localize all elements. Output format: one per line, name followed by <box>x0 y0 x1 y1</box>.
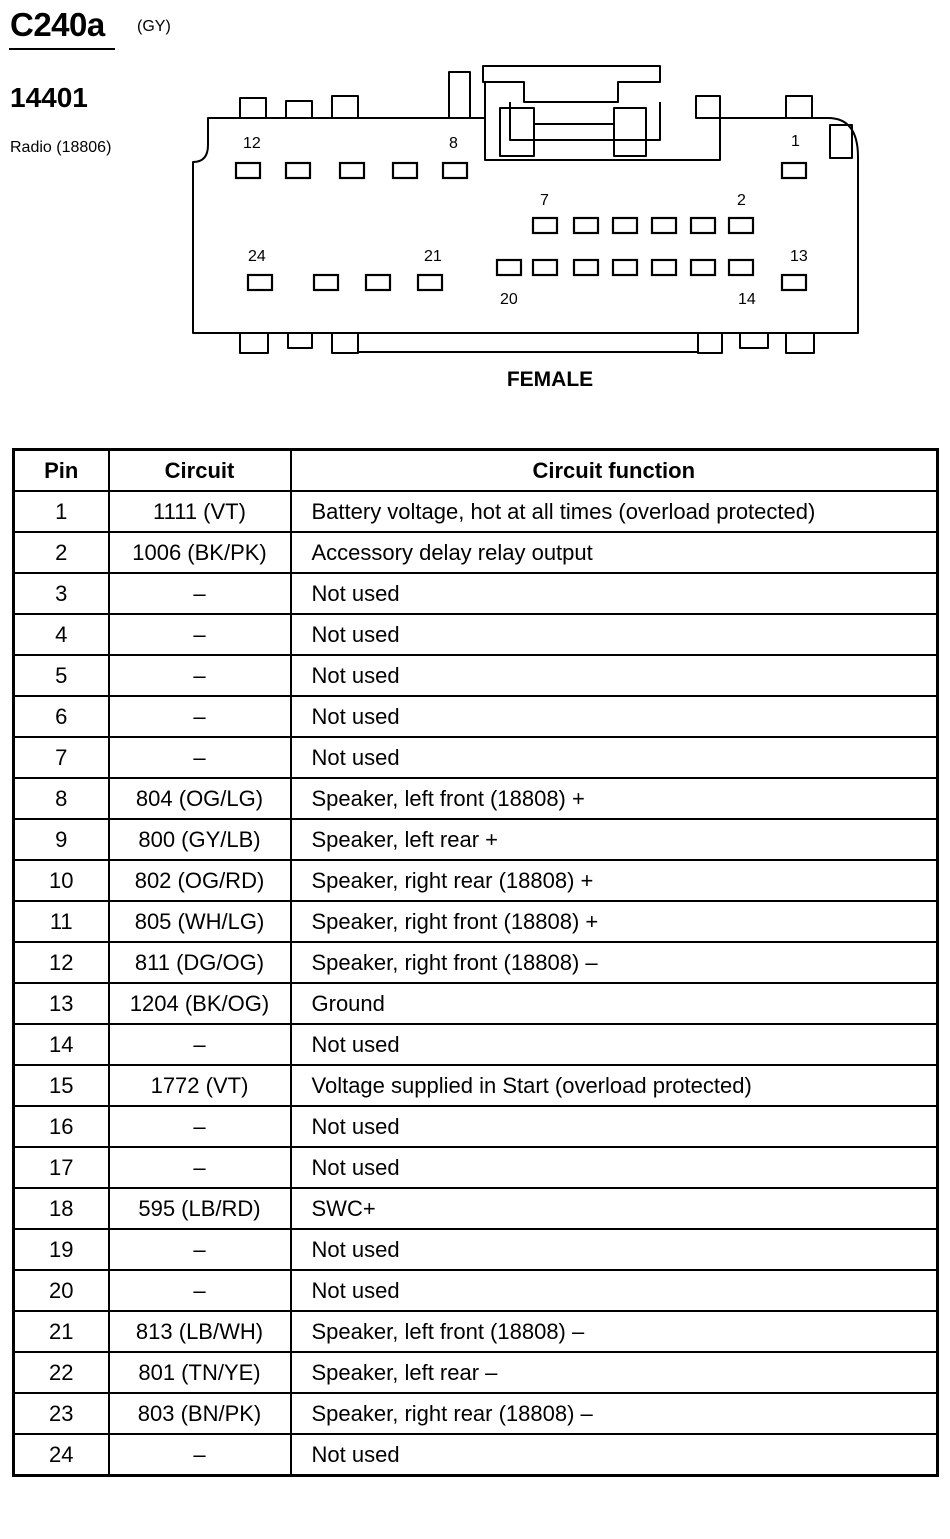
side-lock <box>830 125 852 158</box>
table-header-row <box>14 450 938 492</box>
top-tab <box>240 98 266 118</box>
circuit-function-cell: Not used <box>291 1147 938 1188</box>
circuit-cell: 800 (GY/LB) <box>109 819 291 860</box>
circuit-cell: – <box>109 737 291 778</box>
circuit-cell: 801 (TN/YE) <box>109 1352 291 1393</box>
table-row <box>14 860 938 901</box>
circuit-function-cell: Not used <box>291 1229 938 1270</box>
circuit-cell: – <box>109 1147 291 1188</box>
locking-lever <box>500 108 534 156</box>
pin-label-14: 14 <box>738 291 756 308</box>
pin-label-1: 1 <box>791 133 800 150</box>
circuit-cell: – <box>109 573 291 614</box>
pin-cavity <box>497 260 521 275</box>
circuit-cell: – <box>109 655 291 696</box>
bottom-rail <box>358 333 698 352</box>
circuit-function-cell: Not used <box>291 1106 938 1147</box>
circuit-cell: – <box>109 1106 291 1147</box>
circuit-function-cell: Speaker, right rear (18808) + <box>291 860 938 901</box>
table-row <box>14 983 938 1024</box>
circuit-function-cell: Not used <box>291 614 938 655</box>
circuit-cell: 804 (OG/LG) <box>109 778 291 819</box>
pin-cavity <box>418 275 442 290</box>
table-row <box>14 1352 938 1393</box>
connector-housing <box>193 118 858 333</box>
circuit-function-cell: Speaker, left front (18808) + <box>291 778 938 819</box>
pin-cavity <box>574 260 598 275</box>
pin-cavity <box>782 163 806 178</box>
pin-cavity <box>393 163 417 178</box>
circuit-function-cell: Speaker, left rear + <box>291 819 938 860</box>
pin-cavity <box>652 260 676 275</box>
bottom-tab <box>740 333 768 348</box>
circuit-function-cell: Speaker, right front (18808) – <box>291 942 938 983</box>
circuit-cell: – <box>109 1434 291 1476</box>
table-row <box>14 491 938 532</box>
circuit-function-cell: Speaker, right rear (18808) – <box>291 1393 938 1434</box>
pin-cavity <box>366 275 390 290</box>
pin-label-21: 21 <box>424 248 442 265</box>
pin-cavity <box>691 260 715 275</box>
pin-cell: 24 <box>14 1434 109 1476</box>
pin-cell: 15 <box>14 1065 109 1106</box>
pin-cavity <box>443 163 467 178</box>
pin-label-8: 8 <box>449 135 458 152</box>
table-row <box>14 1106 938 1147</box>
table-row <box>14 901 938 942</box>
circuit-function-cell: Speaker, left front (18808) – <box>291 1311 938 1352</box>
table-row <box>14 819 938 860</box>
circuit-cell: – <box>109 1229 291 1270</box>
pin-cell: 20 <box>14 1270 109 1311</box>
circuit-function-cell: Not used <box>291 573 938 614</box>
circuit-function-cell: Battery voltage, hot at all times (overload protected) <box>291 491 938 532</box>
pin-cavity <box>613 218 637 233</box>
pin-cavity <box>729 218 753 233</box>
circuit-function-cell: Ground <box>291 983 938 1024</box>
pin-cell: 16 <box>14 1106 109 1147</box>
pin-cell: 13 <box>14 983 109 1024</box>
table-row <box>14 696 938 737</box>
pin-cell: 18 <box>14 1188 109 1229</box>
table-row <box>14 573 938 614</box>
table-row <box>14 1434 938 1476</box>
table-row <box>14 1270 938 1311</box>
pin-cavity <box>782 275 806 290</box>
pin-cell: 4 <box>14 614 109 655</box>
table-row <box>14 1065 938 1106</box>
pin-cavity <box>236 163 260 178</box>
pin-label-2: 2 <box>737 192 746 209</box>
table-row <box>14 1229 938 1270</box>
circuit-cell: – <box>109 1270 291 1311</box>
pin-cell: 23 <box>14 1393 109 1434</box>
component-name: Radio (18806) <box>10 139 112 156</box>
pin-label-20: 20 <box>500 291 518 308</box>
pin-cell: 9 <box>14 819 109 860</box>
table-row <box>14 1024 938 1065</box>
circuit-function-cell: Not used <box>291 1270 938 1311</box>
circuit-function-cell: Speaker, right front (18808) + <box>291 901 938 942</box>
pin-cavity <box>248 275 272 290</box>
bottom-tab <box>288 333 312 348</box>
pin-cell: 1 <box>14 491 109 532</box>
top-tab <box>286 101 312 118</box>
table-row <box>14 1147 938 1188</box>
pin-cavity <box>574 218 598 233</box>
pin-cavity <box>533 260 557 275</box>
pin-cell: 8 <box>14 778 109 819</box>
circuit-cell: – <box>109 614 291 655</box>
circuit-cell: 813 (LB/WH) <box>109 1311 291 1352</box>
circuit-cell: 595 (LB/RD) <box>109 1188 291 1229</box>
pin-cavity <box>314 275 338 290</box>
circuit-cell: 805 (WH/LG) <box>109 901 291 942</box>
top-tab <box>332 96 358 118</box>
table-row <box>14 1393 938 1434</box>
pin-cell: 3 <box>14 573 109 614</box>
bottom-tab <box>786 333 814 353</box>
pin-cell: 12 <box>14 942 109 983</box>
circuit-cell: 811 (DG/OG) <box>109 942 291 983</box>
circuit-cell: – <box>109 1024 291 1065</box>
bottom-tab <box>240 333 268 353</box>
circuit-function-cell: Not used <box>291 1434 938 1476</box>
circuit-function-cell: Accessory delay relay output <box>291 532 938 573</box>
table-row <box>14 942 938 983</box>
table-row <box>14 1188 938 1229</box>
circuit-cell: 802 (OG/RD) <box>109 860 291 901</box>
pin-cell: 11 <box>14 901 109 942</box>
pin-label-7: 7 <box>540 192 549 209</box>
top-tab <box>786 96 812 118</box>
circuit-cell: 1111 (VT) <box>109 491 291 532</box>
pin-cell: 21 <box>14 1311 109 1352</box>
bottom-tab <box>332 333 358 353</box>
connector-id: C240a <box>10 6 105 43</box>
table-row <box>14 737 938 778</box>
circuit-cell: – <box>109 696 291 737</box>
pin-cell: 14 <box>14 1024 109 1065</box>
circuit-cell: 1204 (BK/OG) <box>109 983 291 1024</box>
top-tab <box>696 96 720 118</box>
pin-label-24: 24 <box>248 248 266 265</box>
column-header-pin: Pin <box>14 450 109 492</box>
circuit-cell: 803 (BN/PK) <box>109 1393 291 1434</box>
circuit-cell: 1772 (VT) <box>109 1065 291 1106</box>
circuit-function-cell: Not used <box>291 1024 938 1065</box>
pin-cavity <box>340 163 364 178</box>
pin-cell: 6 <box>14 696 109 737</box>
locking-lever <box>614 108 646 156</box>
table-row <box>14 778 938 819</box>
pin-cell: 7 <box>14 737 109 778</box>
circuit-function-cell: Not used <box>291 655 938 696</box>
pin-label-13: 13 <box>790 248 808 265</box>
circuit-function-cell: Not used <box>291 696 938 737</box>
locking-lever <box>449 72 470 118</box>
connector-face-diagram <box>0 0 950 420</box>
pin-cell: 19 <box>14 1229 109 1270</box>
circuit-cell: 1006 (BK/PK) <box>109 532 291 573</box>
part-number: 14401 <box>10 82 88 113</box>
table-row <box>14 614 938 655</box>
bottom-tab <box>698 333 722 353</box>
circuit-function-cell: SWC+ <box>291 1188 938 1229</box>
pin-cavity <box>286 163 310 178</box>
locking-lever <box>483 66 660 102</box>
pin-cavity <box>613 260 637 275</box>
pin-cavity <box>652 218 676 233</box>
table-row <box>14 532 938 573</box>
pin-cell: 17 <box>14 1147 109 1188</box>
pin-cavity <box>691 218 715 233</box>
circuit-function-cell: Voltage supplied in Start (overload protected) <box>291 1065 938 1106</box>
pin-cell: 22 <box>14 1352 109 1393</box>
table-row <box>14 655 938 696</box>
column-header-circuit: Circuit <box>109 450 291 492</box>
circuit-function-cell: Speaker, left rear – <box>291 1352 938 1393</box>
pin-cavity <box>533 218 557 233</box>
pin-cavity <box>729 260 753 275</box>
column-header-circuit-function: Circuit function <box>291 450 938 492</box>
table-row <box>14 1311 938 1352</box>
pin-cell: 2 <box>14 532 109 573</box>
circuit-function-cell: Not used <box>291 737 938 778</box>
pin-assignment-table <box>12 448 939 1477</box>
pin-cell: 10 <box>14 860 109 901</box>
connector-gender-label: FEMALE <box>506 368 594 391</box>
pin-cell: 5 <box>14 655 109 696</box>
connector-color: (GY) <box>137 18 171 35</box>
pin-label-12: 12 <box>243 135 261 152</box>
